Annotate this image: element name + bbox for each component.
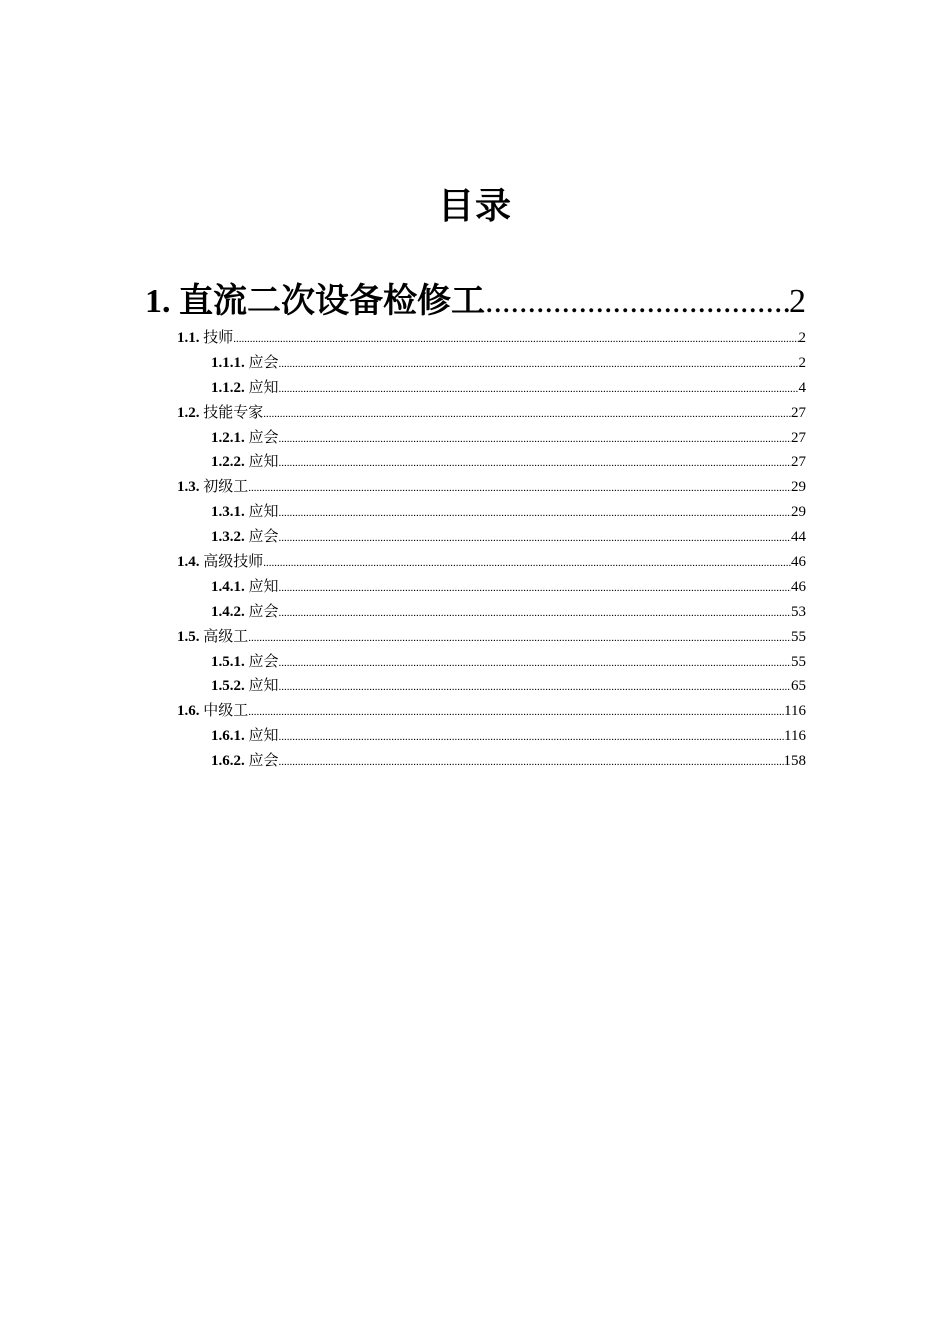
toc-entry-page-number: 44 <box>791 529 806 546</box>
toc-entry[interactable] <box>211 376 806 401</box>
toc-entry[interactable] <box>211 749 806 774</box>
toc-entry-number: 1. <box>145 283 171 320</box>
toc-entry[interactable] <box>211 674 806 699</box>
toc-entry[interactable] <box>211 450 806 475</box>
toc-dot-leader <box>279 426 791 451</box>
toc-dot-leader <box>233 326 798 351</box>
toc-entry-number: 1.6.1. <box>211 728 245 745</box>
toc-entry-page-number: 65 <box>791 678 806 695</box>
toc-dot-leader <box>279 376 799 401</box>
toc-dot-leader <box>279 749 784 774</box>
toc-entry[interactable] <box>177 475 806 500</box>
toc-entry-number: 1.1.1. <box>211 354 245 371</box>
toc-entry-label: 应知 <box>244 454 279 471</box>
toc-entry-label: 应知 <box>244 678 279 695</box>
toc-entry-number: 1.6.2. <box>211 753 245 770</box>
toc-entry-label: 初级工 <box>199 479 249 496</box>
toc-entry[interactable] <box>177 326 806 351</box>
toc-entry[interactable] <box>211 525 806 550</box>
toc-entry-page-number: 158 <box>783 753 806 770</box>
toc-entry[interactable] <box>177 401 806 426</box>
toc-entry-label: 直流二次设备检修工 <box>170 283 485 320</box>
toc-entry[interactable] <box>145 278 806 326</box>
toc-dot-leader <box>263 550 791 575</box>
toc-entry-page-number: 116 <box>784 703 806 720</box>
toc-entry-page-number: 2 <box>798 330 806 346</box>
toc-dot-leader <box>279 450 791 475</box>
toc-entry-label: 应知 <box>244 728 279 745</box>
toc-entry-label: 应会 <box>244 354 279 371</box>
toc-entry[interactable] <box>211 724 806 749</box>
toc-entry-page-number: 2 <box>798 354 806 371</box>
toc-entry-label: 高级工 <box>199 628 249 645</box>
toc-entry-label: 应知 <box>244 578 279 595</box>
toc-entry-label: 应会 <box>244 753 279 770</box>
toc-entry-number: 1.2.2. <box>211 454 245 471</box>
toc-dot-leader <box>248 699 784 724</box>
toc-entry-label: 应会 <box>244 529 279 546</box>
toc-dot-leader <box>248 475 791 500</box>
toc-entry-number: 1.5. <box>177 628 200 645</box>
toc-entry[interactable] <box>177 699 806 724</box>
toc-entry-page-number: 55 <box>791 628 806 645</box>
toc-entry-page-number: 29 <box>791 479 806 496</box>
toc-entry-number: 1.3.1. <box>211 504 245 521</box>
toc-dot-leader <box>279 351 799 376</box>
toc-entry[interactable] <box>177 625 806 650</box>
toc-entry-number: 1.4. <box>177 554 200 571</box>
toc-entry-number: 1.1. <box>177 330 200 346</box>
toc-entry[interactable] <box>211 500 806 525</box>
toc-entry-page-number: 46 <box>791 578 806 595</box>
toc-entry-number: 1.3. <box>177 479 200 496</box>
toc-entry[interactable] <box>211 600 806 625</box>
toc-entry-label: 应会 <box>244 429 279 446</box>
toc-dot-leader <box>279 650 791 675</box>
toc-dot-leader <box>279 525 791 550</box>
toc-entry-number: 1.3.2. <box>211 529 245 546</box>
table-of-contents <box>0 278 950 774</box>
toc-entry-label: 高级技师 <box>199 554 264 571</box>
toc-entry[interactable] <box>211 575 806 600</box>
toc-entry-page-number: 53 <box>791 603 806 620</box>
toc-entry-number: 1.5.1. <box>211 653 245 670</box>
toc-entry-label: 应知 <box>244 379 279 396</box>
toc-entry[interactable] <box>211 351 806 376</box>
toc-entry-label: 技师 <box>199 330 234 346</box>
toc-entry-page-number: 55 <box>791 653 806 670</box>
toc-dot-leader <box>279 674 791 699</box>
toc-entry-number: 1.4.2. <box>211 603 245 620</box>
toc-entry-number: 1.1.2. <box>211 379 245 396</box>
toc-entry-label: 应知 <box>244 504 279 521</box>
toc-entry-page-number: 2 <box>789 283 806 320</box>
toc-entry-page-number: 27 <box>791 454 806 471</box>
toc-entry-page-number: 116 <box>784 728 806 745</box>
toc-dot-leader <box>485 278 789 326</box>
toc-dot-leader <box>279 575 791 600</box>
toc-dot-leader <box>279 500 791 525</box>
toc-entry-label: 中级工 <box>199 703 249 720</box>
toc-entry-label: 应会 <box>244 653 279 670</box>
toc-title: 目录 <box>437 186 512 226</box>
toc-entry[interactable] <box>211 426 806 451</box>
toc-entry-number: 1.5.2. <box>211 678 245 695</box>
toc-dot-leader <box>248 625 791 650</box>
toc-entry-number: 1.6. <box>177 703 200 720</box>
toc-entry-number: 1.2.1. <box>211 429 245 446</box>
toc-entry-number: 1.2. <box>177 404 200 421</box>
toc-entry-label: 应会 <box>244 603 279 620</box>
toc-entry-page-number: 27 <box>791 404 806 421</box>
toc-entry[interactable] <box>211 650 806 675</box>
toc-entry-page-number: 29 <box>791 504 806 521</box>
toc-entry-page-number: 27 <box>791 429 806 446</box>
toc-dot-leader <box>263 401 791 426</box>
toc-entry-page-number: 46 <box>791 554 806 571</box>
toc-entry-page-number: 4 <box>798 379 806 396</box>
toc-entry[interactable] <box>177 550 806 575</box>
toc-entry-label: 技能专家 <box>199 404 264 421</box>
toc-dot-leader <box>279 600 791 625</box>
toc-entry-number: 1.4.1. <box>211 578 245 595</box>
toc-dot-leader <box>279 724 785 749</box>
